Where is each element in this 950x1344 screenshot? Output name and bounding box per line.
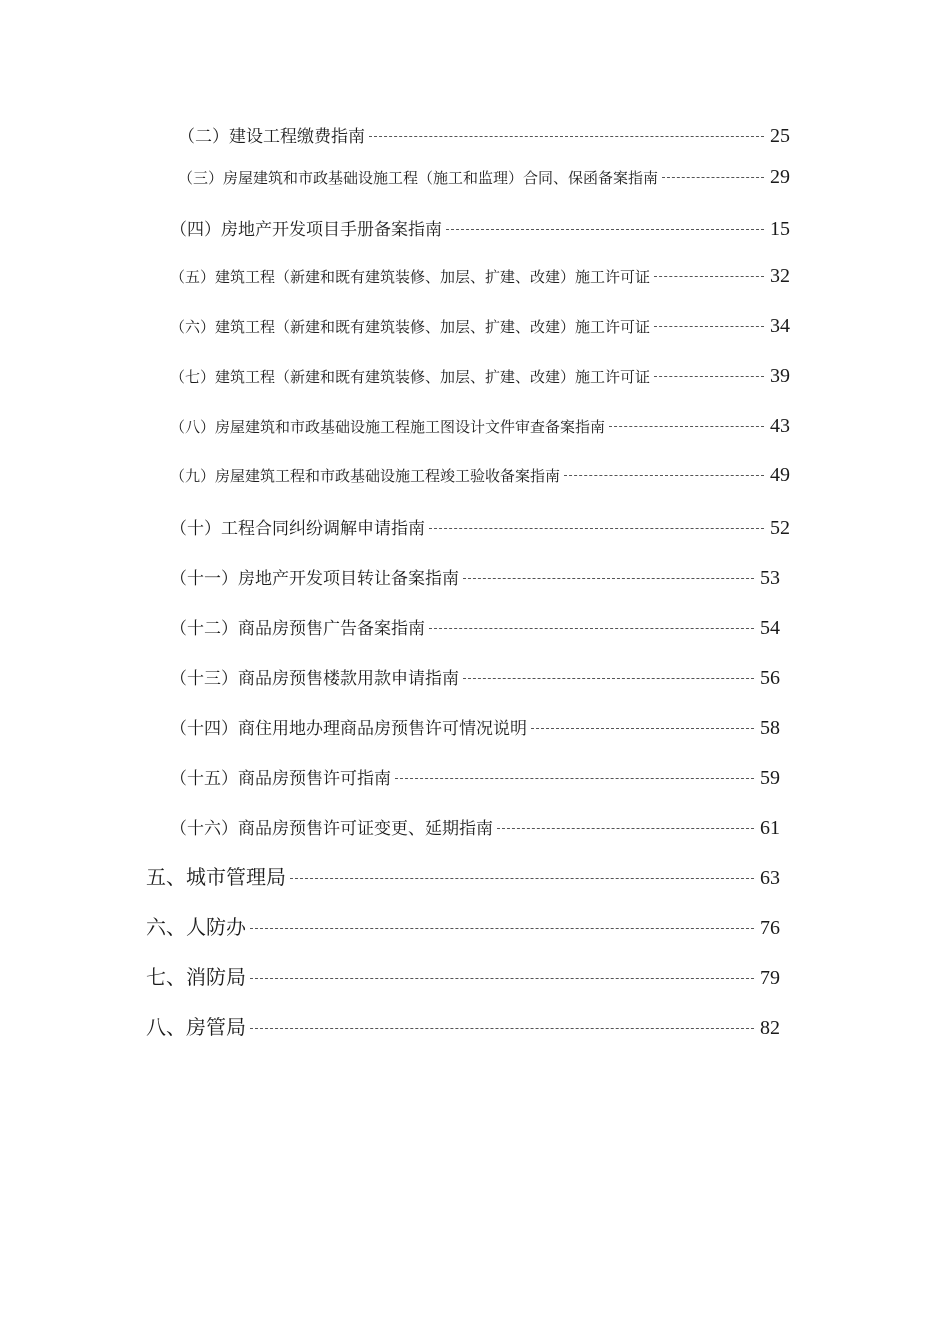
dot-leader bbox=[369, 135, 764, 137]
entry-title: （十）工程合同纠纷调解申请指南 bbox=[170, 519, 425, 539]
dot-leader bbox=[250, 1027, 754, 1029]
toc-entry[interactable] bbox=[170, 664, 780, 690]
dot-leader bbox=[531, 727, 754, 729]
dot-leader bbox=[446, 228, 764, 230]
toc-entry[interactable] bbox=[170, 215, 790, 241]
entry-page-number: 53 bbox=[760, 567, 780, 589]
entry-page-number: 39 bbox=[770, 365, 790, 387]
toc-entry[interactable] bbox=[146, 961, 780, 990]
dot-leader bbox=[429, 627, 754, 629]
entry-title: （二）建设工程缴费指南 bbox=[178, 127, 365, 147]
entry-page-number: 15 bbox=[770, 218, 790, 240]
toc-entry[interactable] bbox=[170, 315, 790, 338]
toc-entry[interactable] bbox=[170, 415, 790, 438]
dot-leader bbox=[290, 877, 754, 879]
dot-leader bbox=[564, 474, 764, 476]
entry-page-number: 56 bbox=[760, 667, 780, 689]
toc-entry[interactable] bbox=[170, 714, 780, 740]
entry-page-number: 82 bbox=[760, 1017, 780, 1039]
dot-leader bbox=[429, 527, 764, 529]
toc-entry[interactable] bbox=[170, 464, 790, 487]
entry-page-number: 25 bbox=[770, 125, 790, 147]
toc-entry[interactable] bbox=[146, 1011, 780, 1040]
entry-title: 五、城市管理局 bbox=[146, 865, 286, 889]
toc-entry[interactable] bbox=[146, 861, 780, 890]
toc-entry[interactable] bbox=[170, 614, 780, 640]
entry-title: （七）建筑工程（新建和既有建筑装修、加层、扩建、改建）施工许可证 bbox=[170, 368, 651, 386]
toc-entry[interactable] bbox=[170, 814, 780, 840]
entry-page-number: 79 bbox=[760, 967, 780, 989]
entry-title: （六）建筑工程（新建和既有建筑装修、加层、扩建、改建）施工许可证 bbox=[170, 318, 651, 336]
entry-page-number: 49 bbox=[770, 464, 790, 486]
dot-leader bbox=[654, 375, 764, 377]
toc-entry[interactable] bbox=[178, 166, 790, 189]
entry-title: （十一）房地产开发项目转让备案指南 bbox=[170, 569, 459, 589]
entry-page-number: 52 bbox=[770, 517, 790, 539]
dot-leader bbox=[250, 977, 754, 979]
entry-title: （十六）商品房预售许可证变更、延期指南 bbox=[170, 819, 493, 839]
entry-title: （十二）商品房预售广告备案指南 bbox=[170, 619, 425, 639]
dot-leader bbox=[463, 677, 754, 679]
entry-title: （十四）商住用地办理商品房预售许可情况说明 bbox=[170, 719, 527, 739]
toc-entry[interactable] bbox=[170, 764, 780, 790]
entry-title: （八）房屋建筑和市政基础设施工程施工图设计文件审查备案指南 bbox=[170, 418, 606, 436]
entry-page-number: 29 bbox=[770, 166, 790, 188]
toc-entry[interactable] bbox=[146, 911, 780, 940]
dot-leader bbox=[395, 777, 754, 779]
entry-title: （十五）商品房预售许可指南 bbox=[170, 769, 391, 789]
entry-title: （十三）商品房预售楼款用款申请指南 bbox=[170, 669, 459, 689]
entry-title: 七、消防局 bbox=[146, 965, 246, 989]
dot-leader bbox=[463, 577, 754, 579]
toc-entry[interactable] bbox=[170, 365, 790, 388]
entry-page-number: 76 bbox=[760, 917, 780, 939]
dot-leader bbox=[662, 176, 764, 178]
entry-title: 六、人防办 bbox=[146, 915, 246, 939]
entry-page-number: 63 bbox=[760, 867, 780, 889]
dot-leader bbox=[654, 275, 764, 277]
entry-title: （四）房地产开发项目手册备案指南 bbox=[170, 220, 442, 240]
entry-page-number: 43 bbox=[770, 415, 790, 437]
toc-entry[interactable] bbox=[178, 122, 790, 148]
entry-title: （五）建筑工程（新建和既有建筑装修、加层、扩建、改建）施工许可证 bbox=[170, 268, 651, 286]
toc-entry[interactable] bbox=[170, 265, 790, 288]
entry-page-number: 34 bbox=[770, 315, 790, 337]
entry-page-number: 54 bbox=[760, 617, 780, 639]
entry-page-number: 59 bbox=[760, 767, 780, 789]
dot-leader bbox=[654, 325, 764, 327]
entry-title: 八、房管局 bbox=[146, 1015, 246, 1039]
entry-title: （三）房屋建筑和市政基础设施工程（施工和监理）合同、保函备案指南 bbox=[178, 169, 659, 187]
entry-page-number: 61 bbox=[760, 817, 780, 839]
dot-leader bbox=[609, 425, 764, 427]
entry-page-number: 58 bbox=[760, 717, 780, 739]
toc-entry[interactable] bbox=[170, 514, 790, 540]
dot-leader bbox=[497, 827, 754, 829]
toc-entry[interactable] bbox=[170, 564, 780, 590]
entry-page-number: 32 bbox=[770, 265, 790, 287]
dot-leader bbox=[250, 927, 754, 929]
entry-title: （九）房屋建筑工程和市政基础设施工程竣工验收备案指南 bbox=[170, 467, 561, 485]
